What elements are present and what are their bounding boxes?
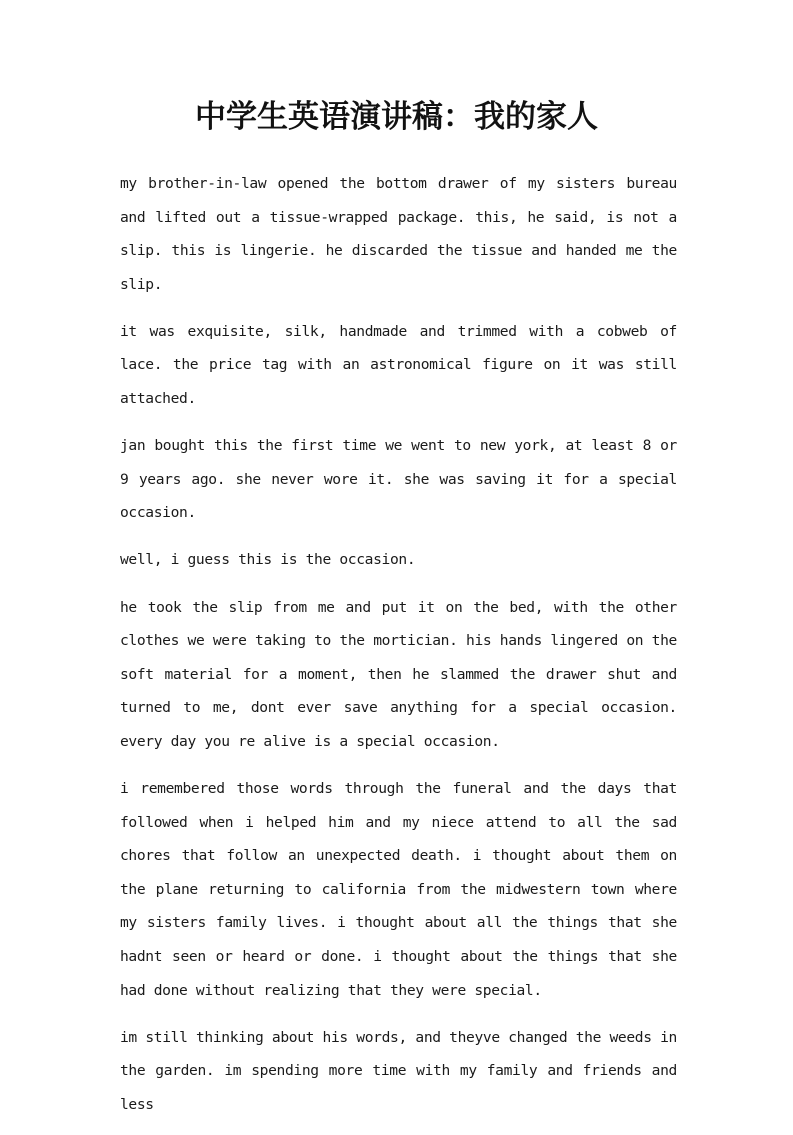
document-body bbox=[120, 167, 677, 1135]
paragraph: im still thinking about his words, and theyve changed the weeds in the garden. im spending more time with my family and friends and less bbox=[120, 1028, 677, 1113]
paragraph: it was exquisite, silk, handmade and trimmed with a cobweb of lace. the price tag with an astronomical figure on it was still attached. bbox=[120, 322, 677, 408]
document-title: 中学生英语演讲稿：我的家人 bbox=[195, 99, 598, 135]
paragraph: well, i guess this is the occasion. bbox=[120, 551, 416, 569]
paragraph: i remembered those words through the funeral and the days that followed when i helped him and my niece attend to all the sad chores that follow an unexpected death. i thought about them on the plane returning to california from the midwestern town where my sisters family lives. i thought about all the things that she hadnt seen or heard or done. i thought about the things that she had done without realizing that they were special. bbox=[120, 780, 677, 999]
paragraph: jan bought this the first time we went to new york, at least 8 or 9 years ago. she never wore it. she was saving it for a special occasion. bbox=[120, 437, 677, 522]
paragraph: he took the slip from me and put it on the bed, with the other clothes we were taking to the mortician. his hands lingered on the soft material for a moment, then he slammed the drawer shut and turned to me, dont ever save anything for a special occasion. every day you re alive is a special occasion. bbox=[120, 598, 677, 750]
paragraph: my brother-in-law opened the bottom drawer of my sisters bureau and lifted out a tissue-wrapped package. this, he said, is not a slip. this is lingerie. he discarded the tissue and handed me the slip. bbox=[120, 175, 677, 293]
